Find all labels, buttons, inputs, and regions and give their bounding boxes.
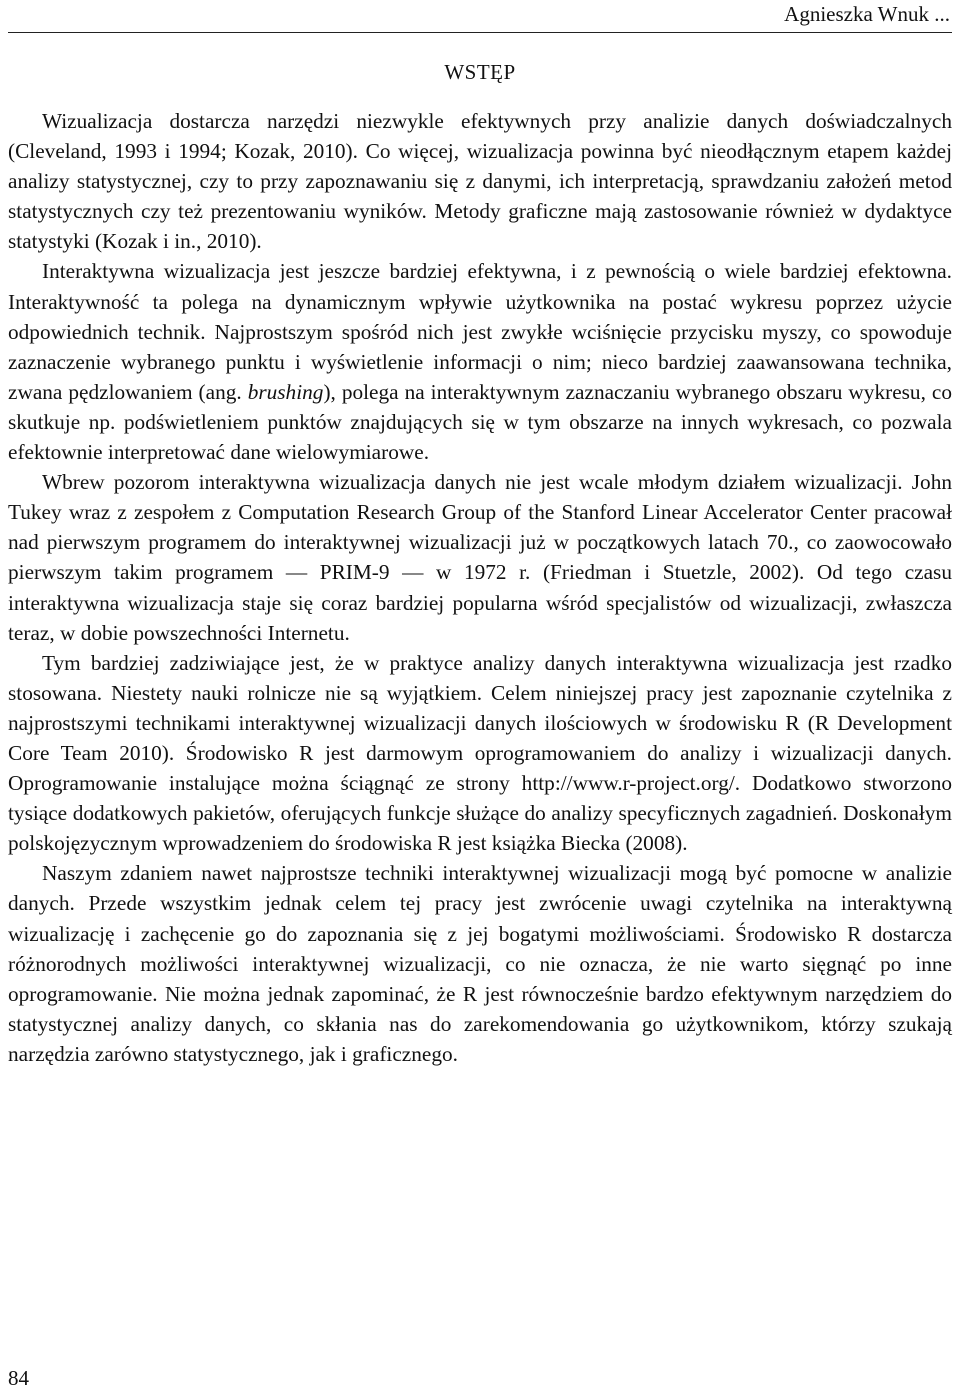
page-number: 84 — [8, 1366, 29, 1390]
italic-term: brushing — [247, 379, 324, 404]
paragraph-2: Interaktywna wizualizacja jest jeszcze bardziej efektywna, i z pewnością o wiele bardziej efektowna. Interaktywność ta polega na dynamicznym wpływie użytkownika na postać wykresu poprzez użycie odpowiednich technik. Najprostszym spośród nich jest zwykłe wciśnięcie przycisku myszy, co spowoduje zaznaczenie wybranego punktu i wyświetlenie informacji o nim; nieco bardziej zaawansowana technika, zwana pędzlowaniem (ang. brushing), polega na interaktywnym zaznaczaniu wybranego obszaru wykresu, co skutkuje np. podświetleniem punktów znajdujących się w tym obszarze na innych wykresach, co pozwala efektownie interpretować dane wielowymiarowe. — [8, 259, 952, 465]
running-head: Agnieszka Wnuk ... — [784, 2, 950, 26]
section-title: WSTĘP — [444, 60, 516, 84]
paragraph-4: Tym bardziej zadziwiające jest, że w praktyce analizy danych interaktywna wizualizacja jest rzadko stosowana. Niestety nauki rolnicze nie są wyjątkiem. Celem niniejszej pracy jest zapoznanie czytelnika z najprostszymi technikami interaktywnej wizualizacji danych ilościowych w środowisku R (R Development Core Team 2010). Środowisko R jest darmowym oprogramowaniem do analizy i wizualizacji danych. Oprogramowanie instalujące można ściągnąć ze strony http://www.r-project.org/. Dodatkowo stworzono tysiące dodatkowych pakietów, oferujących funkcje służące do analizy specyficznych zagadnień. Doskonałym polskojęzycznym wprowadzeniem do środowiska R jest książka Biecka (2008). — [8, 650, 952, 856]
header-rule — [8, 32, 952, 33]
paragraph-5: Naszym zdaniem nawet najprostsze techniki interaktywnej wizualizacji mogą być pomocne w analizie danych. Przede wszystkim jednak celem tej pracy jest zwrócenie uwagi czytelnika na interaktywną wizualizację i zachęcenie go do zapoznania się z jej bogatymi możliwościami. Środowisko R dostarcza różnorodnych możliwości interaktywnej wizualizacji, co nie oznacza, że nie warto sięgnąć po inne oprogramowanie. Nie można jednak zapominać, że R jest równocześnie bardzo efektywnym narzędziem do statystycznej analizy danych, co skłania nas do zarekomendowania go użytkownikom, którzy szukają narzędzia zarówno statystycznego, jak i graficznego. — [8, 861, 952, 1066]
paragraph-1: Wizualizacja dostarcza narzędzi niezwykle efektywnych przy analizie danych doświadczalnych (Cleveland, 1993 i 1994; Kozak, 2010). Co więcej, wizualizacja powinna być nieodłącznym etapem każdej analizy statystycznej, czy to przy zapoznawaniu się z danymi, ich interpretacją, sprawdzaniu założeń metod statystycznych czy też prezentowaniu wyników. Metody graficzne mają zastosowanie również w dydaktyce statystyki (Kozak i in., 2010). — [8, 109, 952, 254]
body-text — [8, 106, 952, 1069]
paragraph-3: Wbrew pozorom interaktywna wizualizacja danych nie jest wcale młodym działem wizualizacji. John Tukey wraz z zespołem z Computation Research Group of the Stanford Linear Accelerator Center pracował nad pierwszym programem do interaktywnej wizualizacji już w początkowych latach 70., co zaowocowało pierwszym takim programem — PRIM-9 — w 1972 r. (Friedman i Stuetzle, 2002). Od tego czasu interaktywna wizualizacja staje się coraz bardziej popularna wśród specjalistów od wizualizacji, zwłaszcza teraz, w dobie powszechności Internetu. — [8, 470, 952, 645]
